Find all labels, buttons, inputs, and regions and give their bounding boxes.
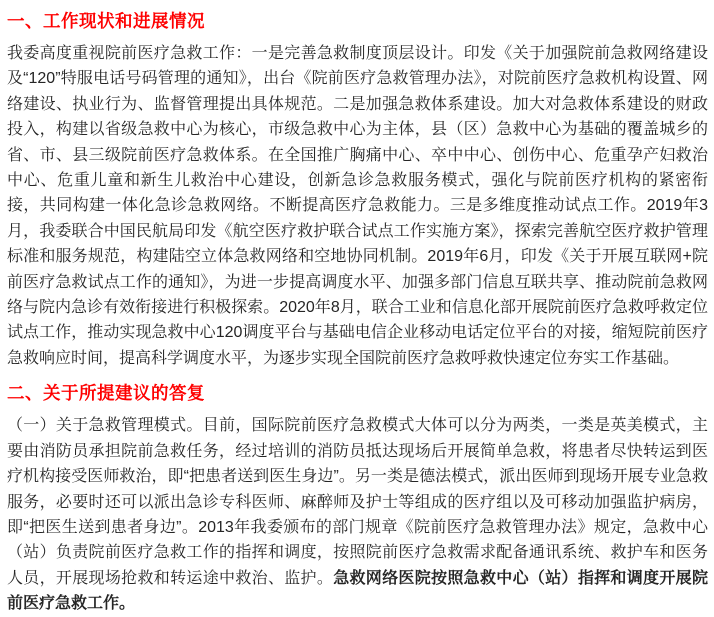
section-heading-1: 一、工作现状和进展情况 [7,11,205,31]
section2-paragraph [7,413,708,616]
section2-bold-text: 急救网络医院按照急救中心（站）指挥和调度开展院前医疗急救工作。 [7,569,708,613]
section1-text: 我委高度重视院前医疗急救工作：一是完善急救制度顶层设计。印发《关于加强院前急救网络建设及“120”特服电话号码管理的通知》，出台《院前医疗急救管理办法》，对院前医疗急救机构设置、网络建设、执业行为、监督管理提出具体规范。二是加强急救体系建设。加大对急救体系建设的财政投入，构建以省级急救中心为核心，市级急救中心为主体，县（区）急救中心为基础的覆盖城乡的省、市、县三级院前医疗急救体系。在全国推广胸痛中心、卒中中心、创伤中心、危重孕产妇救治中心、危重儿童和新生儿救治中心建设，创新急诊急救服务模式，强化与院前医疗机构的紧密衔接，共同构建一体化急诊急救网络。不断提高医疗急救能力。三是多维度推动试点工作。2019年3月，我委联合中国民航局印发《航空医疗救护联合试点工作实施方案》，探索完善航空医疗救护管理标准和服务规范，构建陆空立体急救网络和空地协同机制。2019年6月，印发《关于开展互联网+院前医疗急救试点工作的通知》，为进一步提高调度水平、加强多部门信息互联共享、推动院前急救网络与院内急诊有效衔接进行积极探索。2020年8月，联合工业和信息化部开展院前医疗急救呼救定位试点工作，推动实现急救中心120调度平台与基础电信企业移动电话定位平台的对接，缩短院前医疗急救响应时间，提高科学调度水平，为逐步实现全国院前医疗急救呼救快速定位夯实工作基础。 [7,45,708,367]
section1-paragraph [7,41,708,371]
section-heading-2: 二、关于所提建议的答复 [7,383,205,404]
section2-text: （一）关于急救管理模式。目前，国际院前医疗急救模式大体可以分为两类，一类是英美模式，主要由消防员承担院前急救任务，经过培训的消防员抵达现场后开展简单急救，将患者尽快转运到医疗机构接受医师救治，即“把患者送到医生身边”。另一类是德法模式，派出医师到现场开展专业急救服务，必要时还可以派出急诊专科医师、麻醉师及护士等组成的医疗组以及可移动加强监护病房，即“把医生送到患者身边”。2013年我委颁布的部门规章《院前医疗急救管理办法》规定，急救中心（站）负责院前医疗急救工作的指挥和调度，按照院前医疗急救需求配备通讯系统、救护车和医务人员，开展现场抢救和转运途中救治、监护。 [7,417,708,587]
